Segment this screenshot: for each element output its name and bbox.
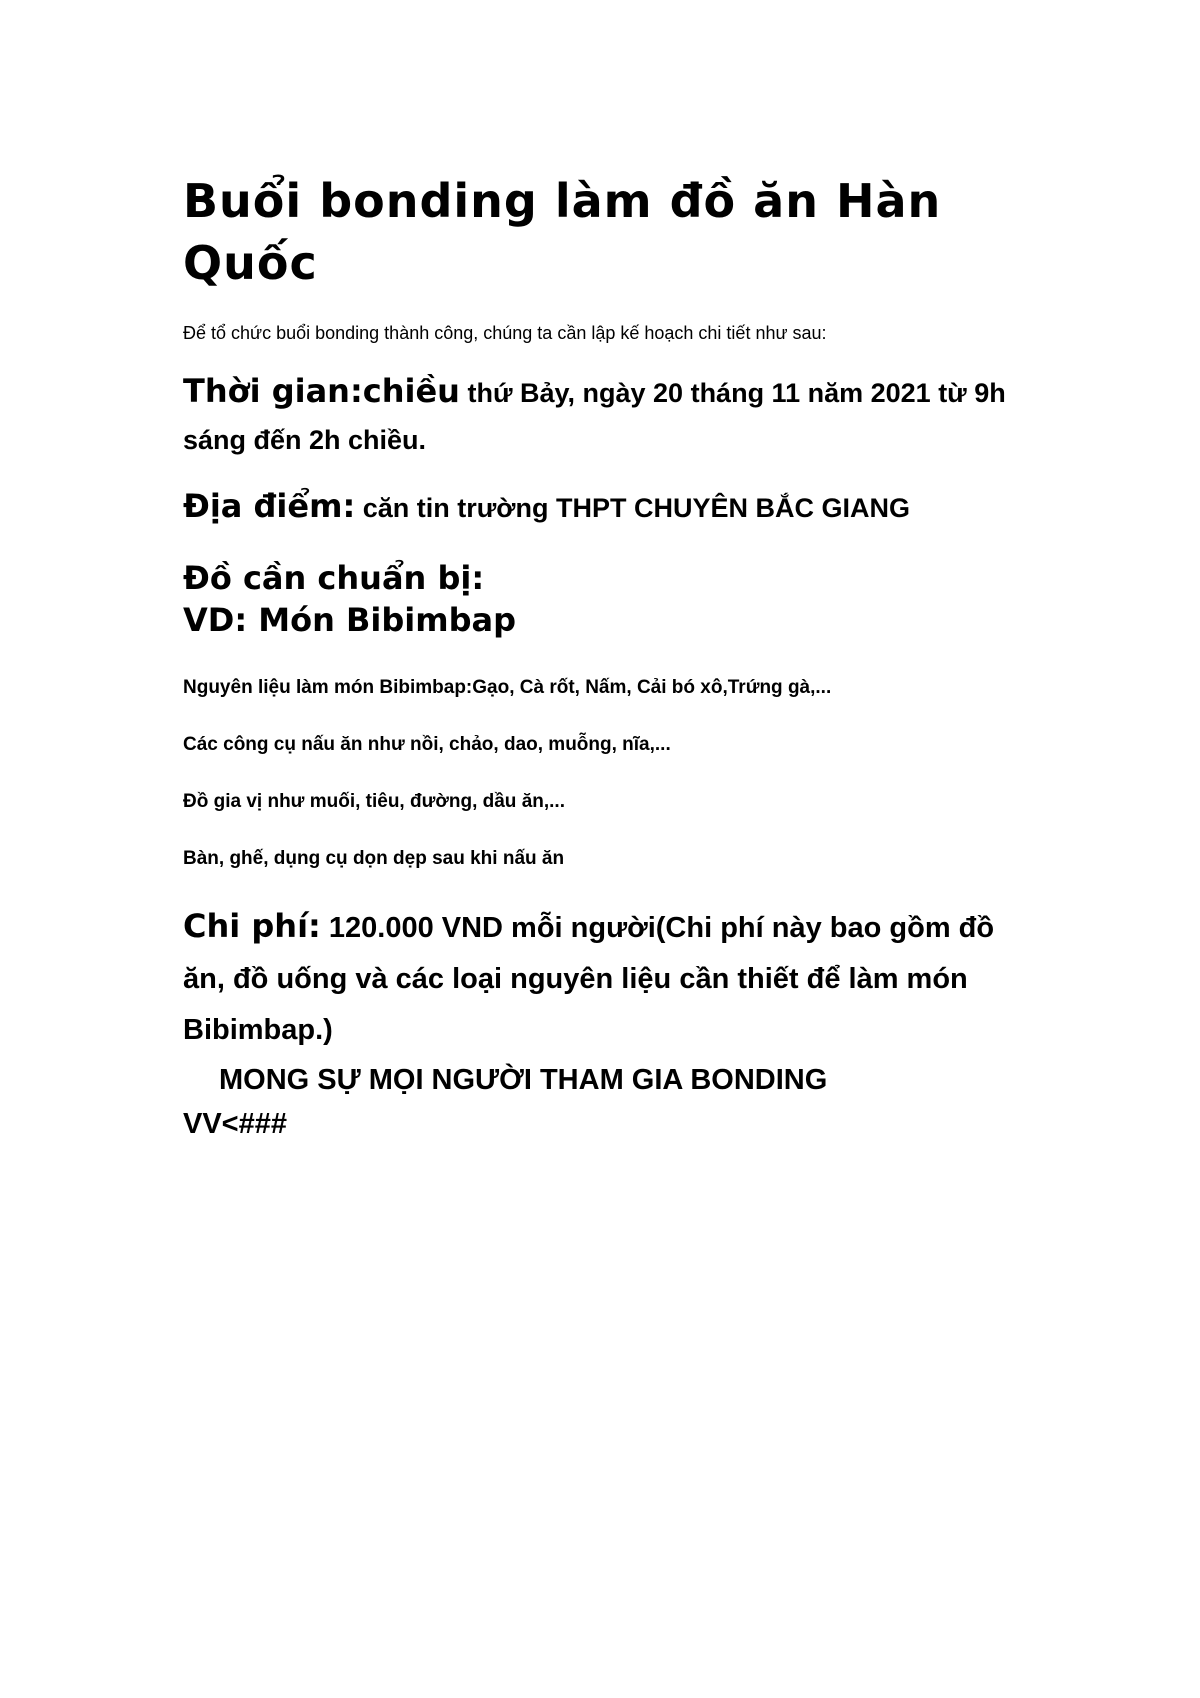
time-label-suffix: chiều [362,372,460,410]
place-paragraph [183,482,1043,537]
intro-paragraph: Để tổ chức buổi bonding thành công, chúng ta cần lập kế hoạch chi tiết như sau: [183,323,827,343]
preparation-heading [183,557,1043,641]
document-body [183,170,1043,1146]
cost-label: Chi phí: [183,907,321,945]
place-label: Địa điểm: [183,487,356,525]
closing-line-1: MONG SỰ MỌI NGƯỜI THAM GIA BONDING [219,1064,828,1096]
closing-line-2: VV<### [183,1108,288,1140]
preparation-item: Đồ gia vị như muối, tiêu, đường, dầu ăn,... [183,791,565,812]
time-paragraph [183,368,1043,464]
document-title: Buổi bonding làm đồ ăn Hàn Quốc [183,174,942,290]
time-value: thứ Bảy, ngày 20 tháng 11 năm 2021 từ 9h sáng đến 2h chiều. [183,378,1006,455]
preparation-example: VD: Món Bibimbap [183,601,516,639]
preparation-title: Đồ cần chuẩn bị: [183,559,485,597]
cost-value: 120.000 VND mỗi người(Chi phí này bao gồm đồ ăn, đồ uống và các loại nguyên liệu cần thiết để làm món Bibimbap.) [183,912,995,1046]
preparation-item: Nguyên liệu làm món Bibimbap:Gạo, Cà rốt, Nấm, Cải bó xô,Trứng gà,... [183,677,832,698]
time-label: Thời gian: [183,372,363,410]
place-value: căn tin trường THPT CHUYÊN BẮC GIANG [355,493,910,523]
cost-paragraph [183,903,1043,1058]
preparation-item: Các công cụ nấu ăn như nồi, chảo, dao, muỗng, nĩa,... [183,734,671,755]
preparation-item: Bàn, ghế, dụng cụ dọn dẹp sau khi nấu ăn [183,848,565,869]
